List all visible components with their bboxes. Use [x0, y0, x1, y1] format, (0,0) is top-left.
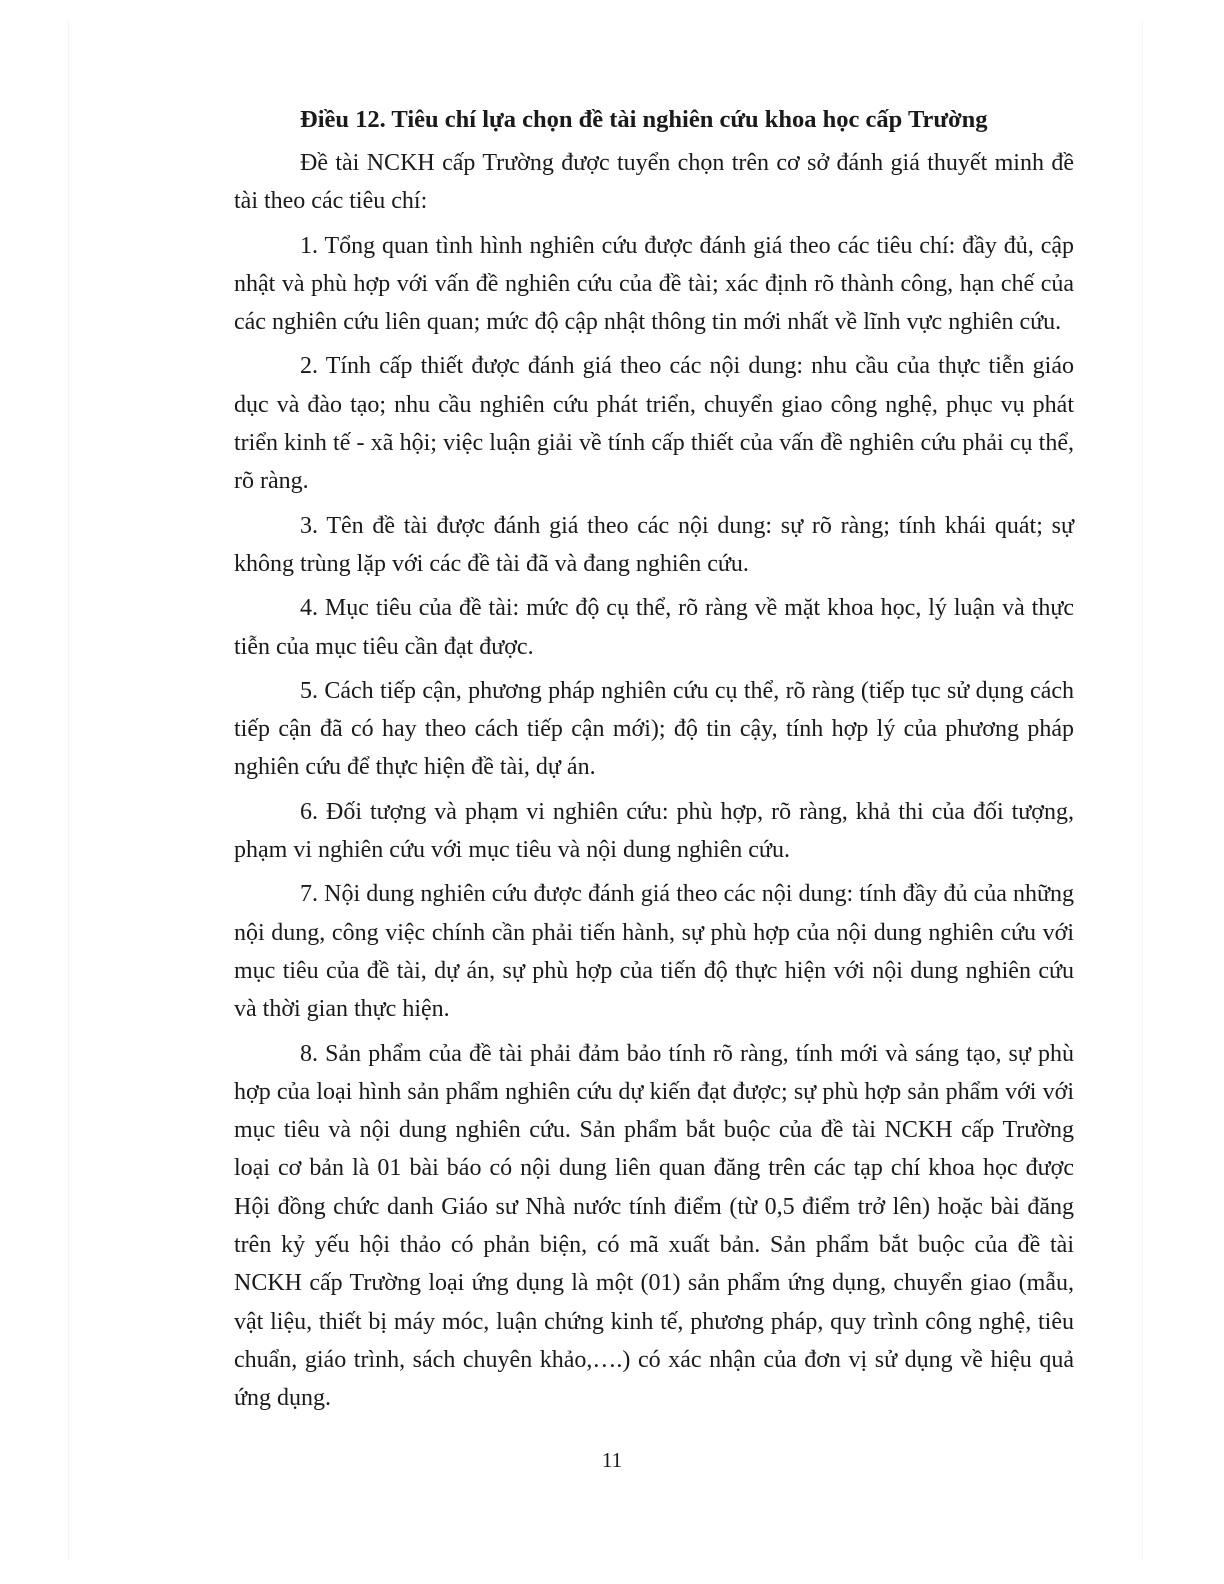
page-number: 11 — [601, 1448, 623, 1472]
paragraph-criterion-8: 8. Sản phẩm của đề tài phải đảm bảo tính rõ ràng, tính mới và sáng tạo, sự phù hợp của loại hình sản phẩm nghiên cứu dự kiến đạt được; sự phù hợp sản phẩm với với mục tiêu và nội dung nghiên cứu. Sản phẩm bắt buộc của đề tài NCKH cấp Trường loại cơ bản là 01 bài báo có nội dung liên quan đăng trên các tạp chí khoa học được Hội đồng chức danh Giáo sư Nhà nước tính điểm (từ 0,5 điểm trở lên) hoặc bài đăng trên kỷ yếu hội thảo có phản biện, có mã xuất bản. Sản phẩm bắt buộc của đề tài NCKH cấp Trường loại ứng dụng là một (01) sản phẩm ứng dụng, chuyển giao (mẫu, vật liệu, thiết bị máy móc, luận chứng kinh tế, phương pháp, quy trình công nghệ, tiêu chuẩn, giáo trình, sách chuyên khảo,….) có xác nhận của đơn vị sử dụng về hiệu quả ứng dụng. — [234, 1040, 1074, 1412]
paragraph-criterion-7: 7. Nội dung nghiên cứu được đánh giá theo các nội dung: tính đầy đủ của những nội dung, công việc chính cần phải tiến hành, sự phù hợp của nội dung nghiên cứu với mục tiêu của đề tài, dự án, sự phù hợp của tiến độ thực hiện với nội dung nghiên cứu và thời gian thực hiện. — [234, 881, 1074, 1023]
paragraph-criterion-3: 3. Tên đề tài được đánh giá theo các nội dung: sự rõ ràng; tính khái quát; sự không trùng lặp với các đề tài đã và đang nghiên cứu. — [234, 512, 1074, 577]
paragraph-criterion-5: 5. Cách tiếp cận, phương pháp nghiên cứu cụ thể, rõ ràng (tiếp tục sử dụng cách tiếp cận đã có hay theo cách tiếp cận mới); độ tin cậy, tính hợp lý của phương pháp nghiên cứu để thực hiện đề tài, dự án. — [234, 677, 1074, 781]
scan-edge — [1142, 20, 1143, 1560]
paragraph-criterion-1: 1. Tổng quan tình hình nghiên cứu được đánh giá theo các tiêu chí: đầy đủ, cập nhật và phù hợp với vấn đề nghiên cứu của đề tài; xác định rõ thành công, hạn chế của các nghiên cứu liên quan; mức độ cập nhật thông tin mới nhất về lĩnh vực nghiên cứu. — [234, 232, 1074, 336]
article-heading: Điều 12. Tiêu chí lựa chọn đề tài nghiên cứu khoa học cấp Trường — [300, 106, 988, 133]
paragraph-intro: Đề tài NCKH cấp Trường được tuyển chọn trên cơ sở đánh giá thuyết minh đề tài theo các tiêu chí: — [234, 150, 1074, 215]
paragraph-criterion-4: 4. Mục tiêu của đề tài: mức độ cụ thể, rõ ràng về mặt khoa học, lý luận và thực tiễn của mục tiêu cần đạt được. — [234, 595, 1074, 660]
scan-edge — [68, 20, 69, 1560]
paragraph-criterion-2: 2. Tính cấp thiết được đánh giá theo các nội dung: nhu cầu của thực tiễn giáo dục và đào tạo; nhu cầu nghiên cứu phát triển, chuyển giao công nghệ, phục vụ phát triển kinh tế - xã hội; việc luận giải về tính cấp thiết của vấn đề nghiên cứu phải cụ thể, rõ ràng. — [234, 353, 1074, 495]
article-body — [234, 144, 1074, 1424]
paragraph-criterion-6: 6. Đối tượng và phạm vi nghiên cứu: phù hợp, rõ ràng, khả thi của đối tượng, phạm vi nghiên cứu với mục tiêu và nội dung nghiên cứu. — [234, 798, 1074, 864]
